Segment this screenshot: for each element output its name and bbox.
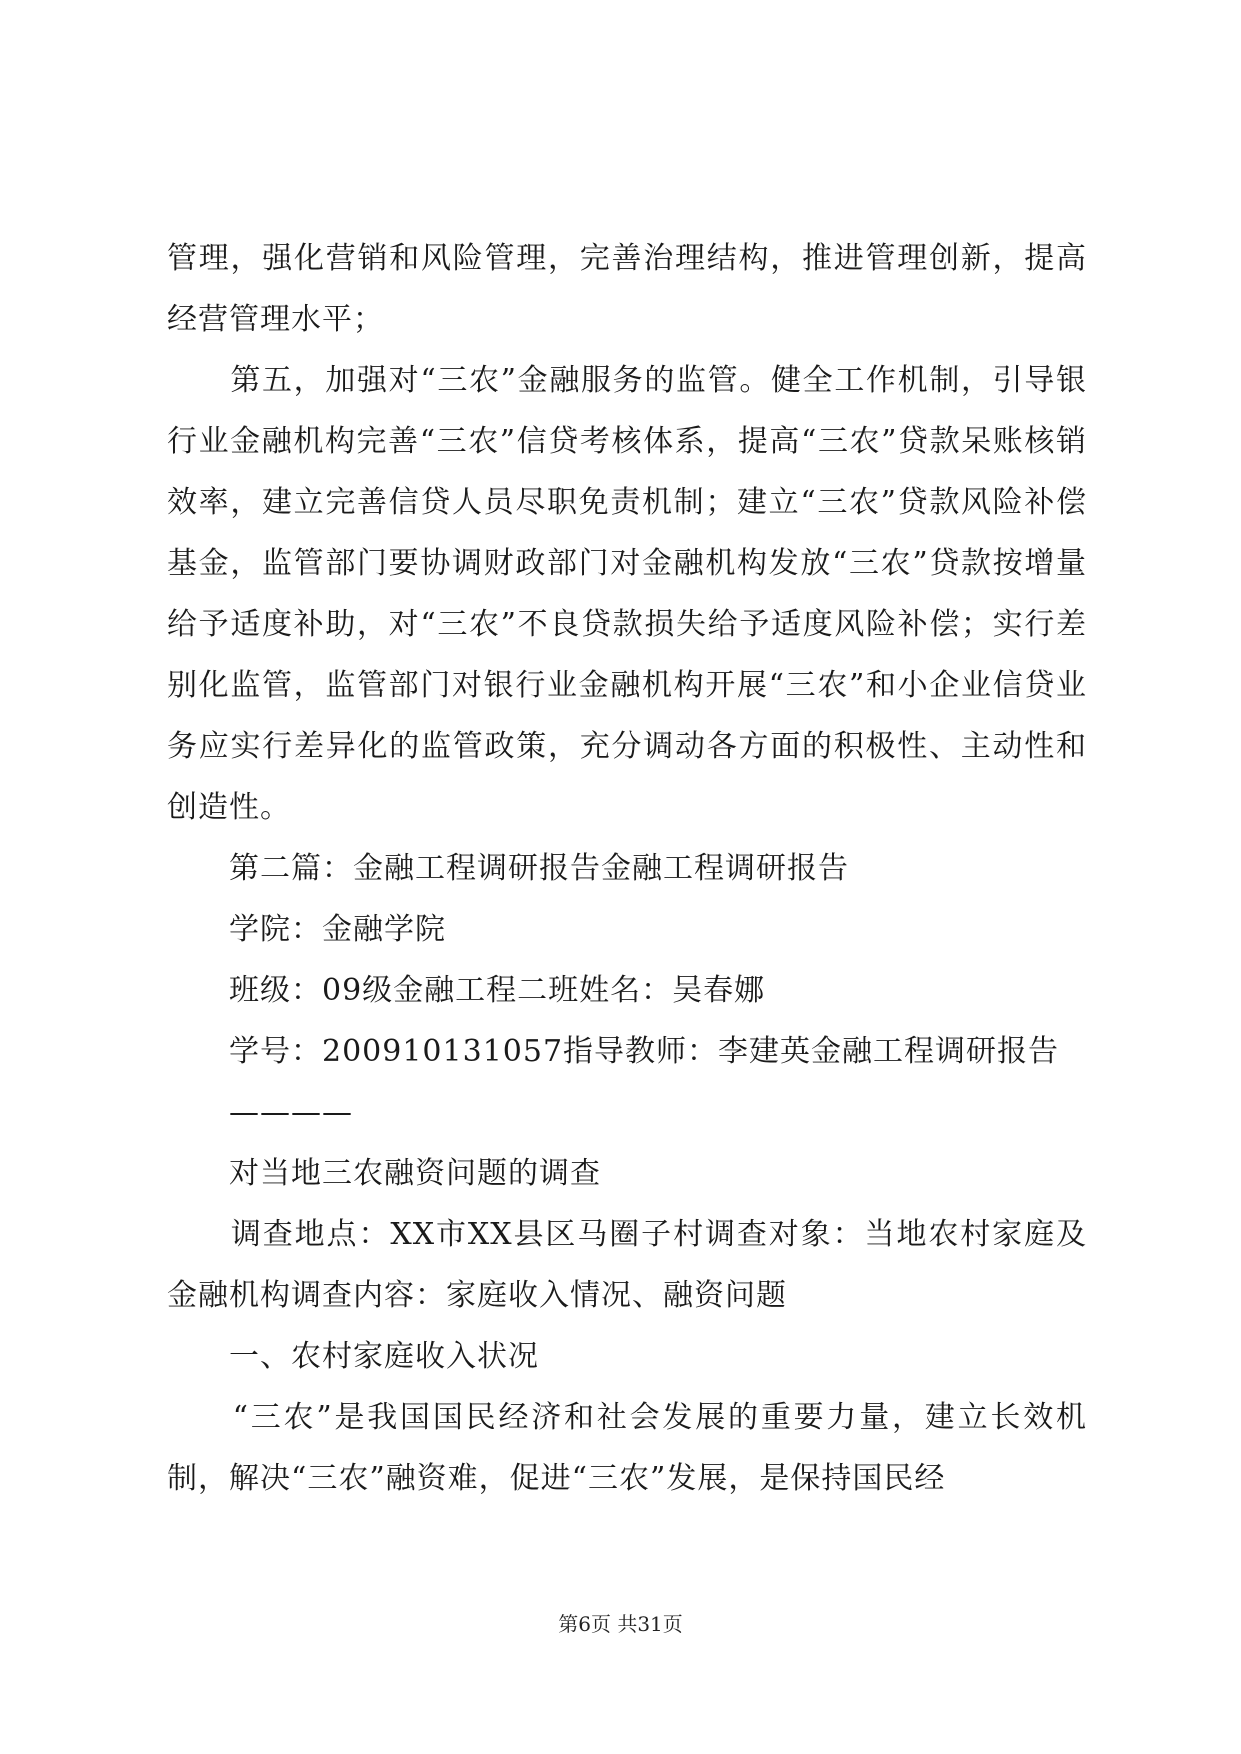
paragraph: 对当地三农融资问题的调查 [167, 1156, 601, 1191]
paragraph: 第五，加强对“三农”金融服务的监管。健全工作机制，引导银行业金融机构完善“三农”信贷考核体系，提高“三农”贷款呆账核销效率，建立完善信贷人员尽职免责机制；建立“三农”贷款风险补偿基金，监管部门要协调财政部门对金融机构发放“三农”贷款按增量给予适度补助，对“三农”不良贷款损失给予适度风险补偿；实行差别化监管，监管部门对银行业金融机构开展“三农”和小企业信贷业务应实行差异化的监管政策，充分调动各方面的积极性、主动性和创造性。 [167, 363, 1087, 825]
paragraph: 班级：09级金融工程二班姓名：吴春娜 [167, 973, 766, 1008]
document-body [167, 228, 1087, 1509]
paragraph: 管理，强化营销和风险管理，完善治理结构，推进管理创新，提高经营管理水平； [167, 241, 1087, 337]
paragraph: ———— [167, 1095, 353, 1130]
paragraph: 调查地点：XX市XX县区马圈子村调查对象：当地农村家庭及金融机构调查内容：家庭收入情况、融资问题 [167, 1217, 1087, 1313]
paragraph: 学院：金融学院 [167, 912, 446, 947]
paragraph: “三农”是我国国民经济和社会发展的重要力量，建立长效机制，解决“三农”融资难，促进“三农”发展，是保持国民经 [167, 1400, 1087, 1496]
paragraph: 第二篇：金融工程调研报告金融工程调研报告 [167, 851, 849, 886]
paragraph: 一、农村家庭收入状况 [167, 1339, 539, 1374]
paragraph: 学号：200910131057指导教师：李建英金融工程调研报告 [167, 1034, 1060, 1069]
page-number-footer: 第6页 共31页 [558, 1612, 683, 1636]
